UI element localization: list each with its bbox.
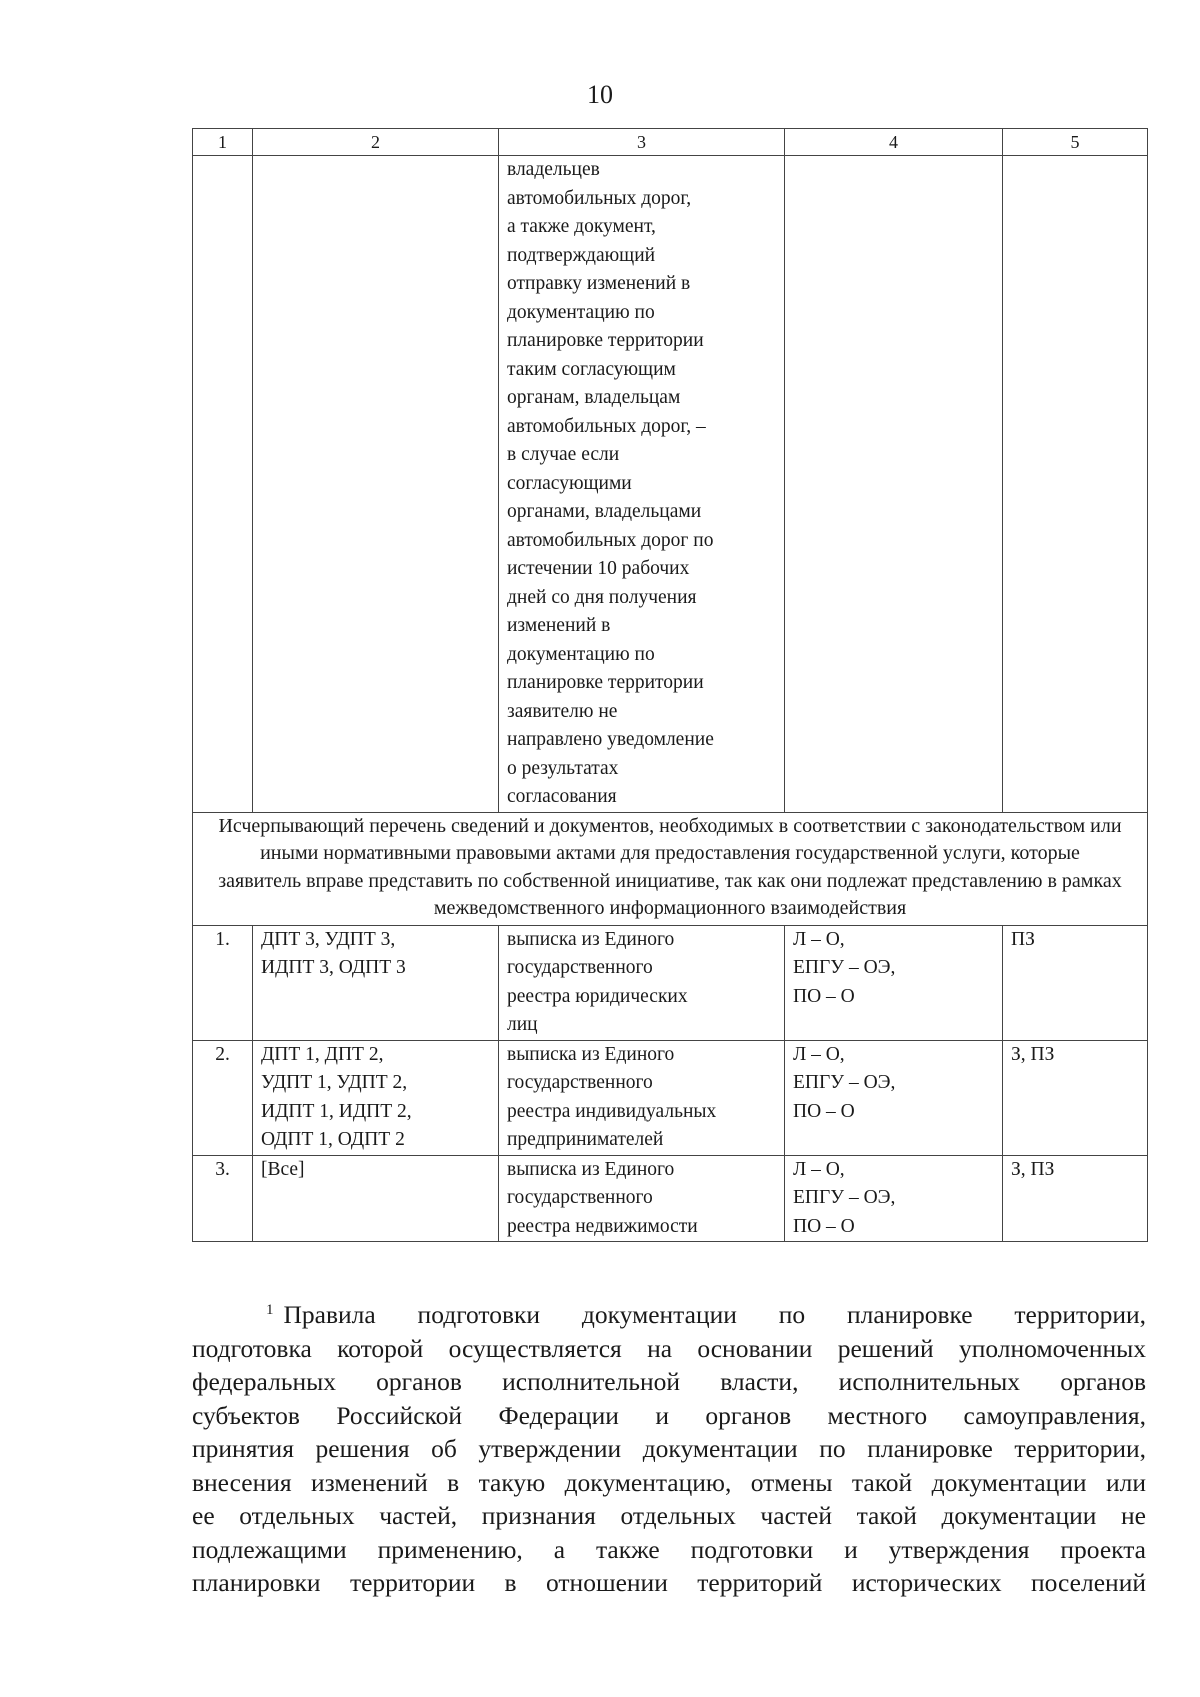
text-line: ПО – О xyxy=(793,985,855,1007)
text-line: таким согласующим xyxy=(507,358,676,380)
text-line: подтверждающий xyxy=(507,244,656,266)
text-line: лиц xyxy=(507,1014,538,1035)
row-number: 1. xyxy=(193,925,253,1040)
text-line: документацию по xyxy=(507,301,655,323)
page-number: 10 xyxy=(587,80,613,109)
row-number: 3. xyxy=(193,1155,253,1242)
footnote-line: принятия решения об утверждении документации по планировке территории, xyxy=(192,1434,1146,1463)
text-line: предпринимателей xyxy=(507,1129,664,1150)
footnote-line: планировки территории в отношении территорий исторических поселений xyxy=(192,1568,1146,1597)
text-line: автомобильных дорог, xyxy=(507,187,692,209)
row-number: 2. xyxy=(193,1040,253,1155)
text-line: Л – О, xyxy=(793,928,845,950)
table-row xyxy=(193,1155,1148,1242)
footnote-marker: 1 xyxy=(266,1302,274,1318)
document-cell xyxy=(499,1040,785,1155)
text-line: согласующими xyxy=(507,472,632,494)
text-line: государственного xyxy=(507,957,653,978)
requirements-table xyxy=(192,128,1148,1242)
text-line: изменений в xyxy=(507,615,611,636)
text-line: органами, владельцами xyxy=(507,501,702,522)
document-cell xyxy=(499,925,785,1040)
applicant-type-cell xyxy=(253,925,499,1040)
footnote-line: подготовка которой осуществляется на основании решений уполномоченных xyxy=(192,1333,1146,1363)
footnote-line: федеральных органов исполнительной власти, исполнительных органов xyxy=(192,1367,1146,1396)
text-line: владельцев xyxy=(507,159,600,180)
text-line: государственного xyxy=(507,1072,653,1093)
footnote-line xyxy=(192,1298,1146,1332)
text-line: истечении 10 рабочих xyxy=(507,558,690,579)
header-cell-4: 4 xyxy=(785,129,1003,156)
table-header-row xyxy=(193,129,1148,156)
table-cell xyxy=(253,156,499,813)
footnote xyxy=(192,1298,1146,1600)
text-line: выписка из Единого xyxy=(507,928,675,950)
table-cell xyxy=(1003,156,1148,813)
text-line: документацию по xyxy=(507,643,655,665)
text-line: Л – О, xyxy=(793,1158,845,1180)
header-cell-2: 2 xyxy=(253,129,499,156)
text-line: заявителю не xyxy=(507,700,618,722)
text-line: о результатах xyxy=(507,757,619,779)
text-line: автомобильных дорог, – xyxy=(507,415,706,437)
footnote-line: внесения изменений в такую документацию, отмены такой документации или xyxy=(192,1467,1146,1497)
text-line: планировке территории xyxy=(507,672,704,693)
text-line: ПО – О xyxy=(793,1100,855,1122)
text-line: согласования xyxy=(507,786,617,807)
text-line: планировке территории xyxy=(507,330,704,351)
footnote-line: подлежащими применению, а также подготовки и утверждения проекта xyxy=(192,1534,1146,1564)
footnote-line: ее отдельных частей, признания отдельных частей такой документации не xyxy=(192,1501,1146,1530)
table-row xyxy=(193,925,1148,1040)
text-line: УДПТ 1, УДПТ 2, xyxy=(261,1072,408,1093)
section-row xyxy=(193,812,1148,925)
text-line: государственного xyxy=(507,1187,653,1208)
submission-method-cell xyxy=(785,925,1003,1040)
document-cell xyxy=(499,1155,785,1242)
text-line: Л – О, xyxy=(793,1043,845,1065)
text-line: [Все] xyxy=(261,1158,305,1180)
submission-method-cell xyxy=(785,1040,1003,1155)
text-line: дней со дня получения xyxy=(507,586,697,608)
submission-method-cell xyxy=(785,1155,1003,1242)
text-line: органам, владельцам xyxy=(507,387,681,408)
text-line: ИДПТ 1, ИДПТ 2, xyxy=(261,1100,412,1122)
footnote-line-text: Правила подготовки документации по планировке территории, xyxy=(283,1300,1146,1329)
text-line: реестра индивидуальных xyxy=(507,1100,717,1122)
text-line: ЕПГУ – ОЭ, xyxy=(793,1072,896,1093)
header-cell-1: 1 xyxy=(193,129,253,156)
text-line: ПО – О xyxy=(793,1215,855,1237)
text-line: ЕПГУ – ОЭ, xyxy=(793,1187,896,1208)
text-line: в случае если xyxy=(507,444,620,465)
text-line: ИДПТ 3, ОДПТ 3 xyxy=(261,957,406,978)
continuation-row xyxy=(193,156,1148,813)
requirement-cell: З, ПЗ xyxy=(1003,1155,1148,1242)
requirement-cell: З, ПЗ xyxy=(1003,1040,1148,1155)
continuation-text xyxy=(507,156,776,812)
text-line: реестра юридических xyxy=(507,985,688,1007)
text-line: ДПТ 1, ДПТ 2, xyxy=(261,1043,384,1065)
text-line: отправку изменений в xyxy=(507,273,691,294)
text-line: автомобильных дорог по xyxy=(507,529,714,551)
text-line: реестра недвижимости xyxy=(507,1215,698,1237)
text-line: а также документ, xyxy=(507,216,656,237)
table-cell xyxy=(785,156,1003,813)
table-cell xyxy=(193,156,253,813)
header-cell-5: 5 xyxy=(1003,129,1148,156)
text-line: выписка из Единого xyxy=(507,1043,675,1065)
section-title: Исчерпывающий перечень сведений и документов, необходимых в соответствии с законодательством или иными нормативными правовыми актами для предоставления государственной услуги, которые заявитель вправе представить по собственной инициативе, так как они подлежат представлению в рамках межведомственного информационного взаимодействия xyxy=(193,812,1148,925)
applicant-type-cell xyxy=(253,1040,499,1155)
text-line: ДПТ 3, УДПТ 3, xyxy=(261,928,396,950)
text-line: ЕПГУ – ОЭ, xyxy=(793,957,896,978)
requirement-cell: ПЗ xyxy=(1003,925,1148,1040)
applicant-type-cell xyxy=(253,1155,499,1242)
continuation-text-cell xyxy=(499,156,785,813)
text-line: выписка из Единого xyxy=(507,1158,675,1180)
text-line: ОДПТ 1, ОДПТ 2 xyxy=(261,1129,405,1150)
footnote-line: субъектов Российской Федерации и органов местного самоуправления, xyxy=(192,1400,1146,1430)
table-row xyxy=(193,1040,1148,1155)
header-cell-3: 3 xyxy=(499,129,785,156)
text-line: направлено уведомление xyxy=(507,729,714,750)
